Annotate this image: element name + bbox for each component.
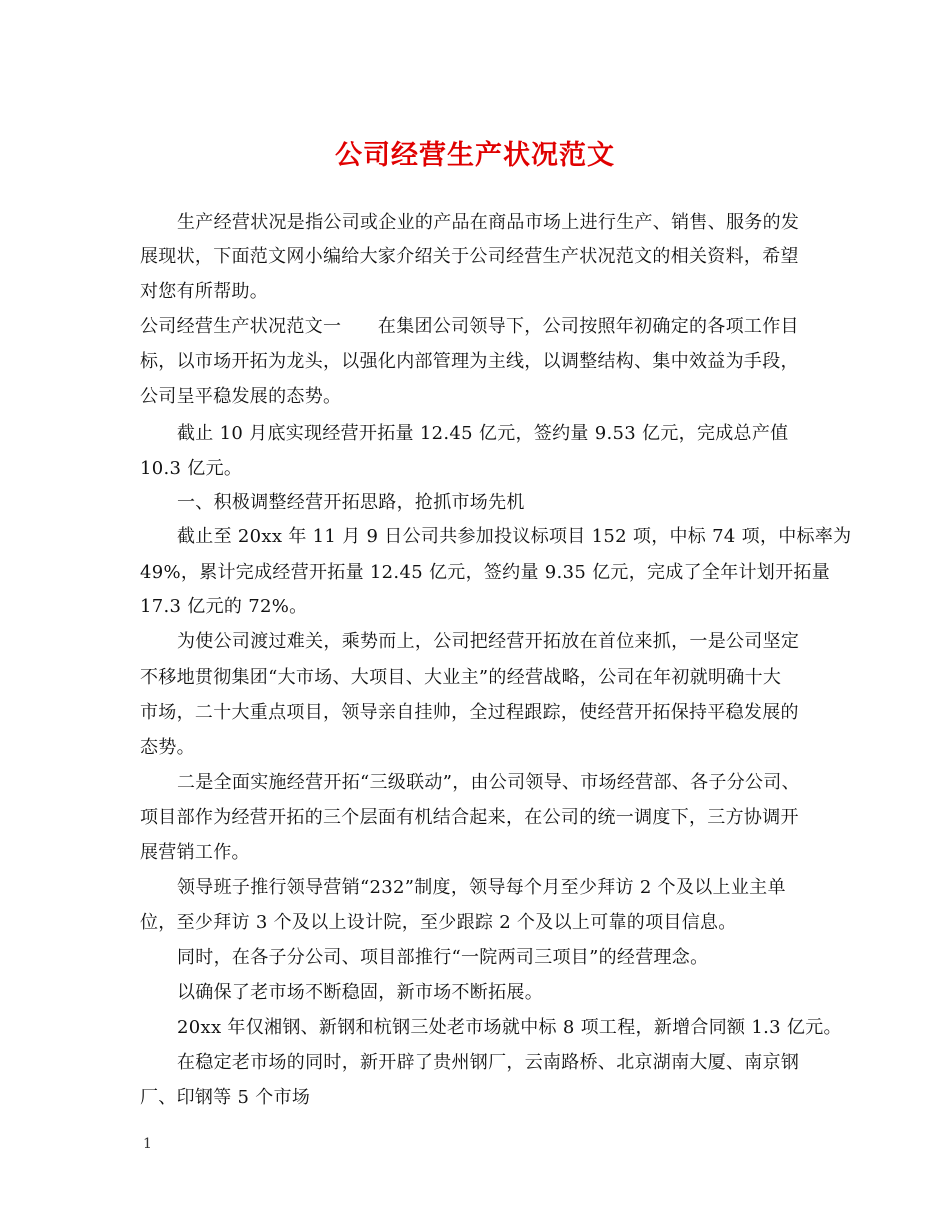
paragraph-line: 截止至 20xx 年 11 月 9 日公司共参加投议标项目 152 项，中标 74 项，中标率为 <box>177 526 852 547</box>
paragraph-line: 领导班子推行领导营销“232”制度，领导每个月至少拜访 2 个及以上业主单 <box>177 877 786 898</box>
paragraph-line: 公司经营生产状况范文一 在集团公司领导下，公司按照年初确定的各项工作目 <box>140 316 799 337</box>
document-title: 公司经营生产状况范文 <box>335 140 615 171</box>
paragraph-line: 公司呈平稳发展的态势。 <box>140 386 342 407</box>
paragraph-line: 位，至少拜访 3 个及以上设计院，至少跟踪 2 个及以上可靠的项目信息。 <box>140 912 737 933</box>
paragraph-line: 49%，累计完成经营开拓量 12.45 亿元，签约量 9.35 亿元，完成了全年计划开拓量 <box>140 562 830 583</box>
paragraph-line: 以确保了老市场不断稳固，新市场不断拓展。 <box>177 982 543 1003</box>
paragraph-line: 态势。 <box>140 737 195 758</box>
paragraph-line: 不移地贯彻集团“大市场、大项目、大业主”的经营战略，公司在年初就明确十大 <box>140 667 782 688</box>
paragraph-line: 20xx 年仅湘钢、新钢和杭钢三处老市场就中标 8 项工程，新增合同额 1.3 亿元。 <box>177 1017 842 1038</box>
paragraph-line: 截止 10 月底实现经营开拓量 12.45 亿元，签约量 9.53 亿元，完成总产值 <box>177 423 789 444</box>
paragraph-line: 项目部作为经营开拓的三个层面有机结合起来，在公司的统一调度下，三方协调开 <box>140 807 799 828</box>
paragraph-line: 生产经营状况是指公司或企业的产品在商品市场上进行生产、销售、服务的发 <box>177 212 800 233</box>
page-number: 1 <box>143 1136 152 1152</box>
paragraph-line: 市场，二十大重点项目，领导亲自挂帅，全过程跟踪，使经营开拓保持平稳发展的 <box>140 702 799 723</box>
paragraph-line: 为使公司渡过难关，乘势而上，公司把经营开拓放在首位来抓，一是公司坚定 <box>177 631 800 652</box>
paragraph-line: 二是全面实施经营开拓“三级联动”，由公司领导、市场经营部、各子分公司、 <box>177 772 800 793</box>
paragraph-line: 展现状，下面范文网小编给大家介绍关于公司经营生产状况范文的相关资料，希望 <box>140 246 799 267</box>
paragraph-line: 对您有所帮助。 <box>140 281 269 302</box>
paragraph-line: 展营销工作。 <box>140 842 250 863</box>
paragraph-line: 在稳定老市场的同时，新开辟了贵州钢厂，云南路桥、北京湖南大厦、南京钢 <box>177 1052 800 1073</box>
paragraph-line: 标，以市场开拓为龙头，以强化内部管理为主线，以调整结构、集中效益为手段， <box>140 351 799 372</box>
section-heading: 一、积极调整经营开拓思路，抢抓市场先机 <box>177 492 525 513</box>
paragraph-line: 同时，在各子分公司、项目部推行“一院两司三项目”的经营理念。 <box>177 947 709 968</box>
paragraph-line: 10.3 亿元。 <box>140 458 243 479</box>
paragraph-line: 厂、印钢等 5 个市场 <box>140 1087 311 1108</box>
paragraph-line: 17.3 亿元的 72%。 <box>140 596 308 617</box>
